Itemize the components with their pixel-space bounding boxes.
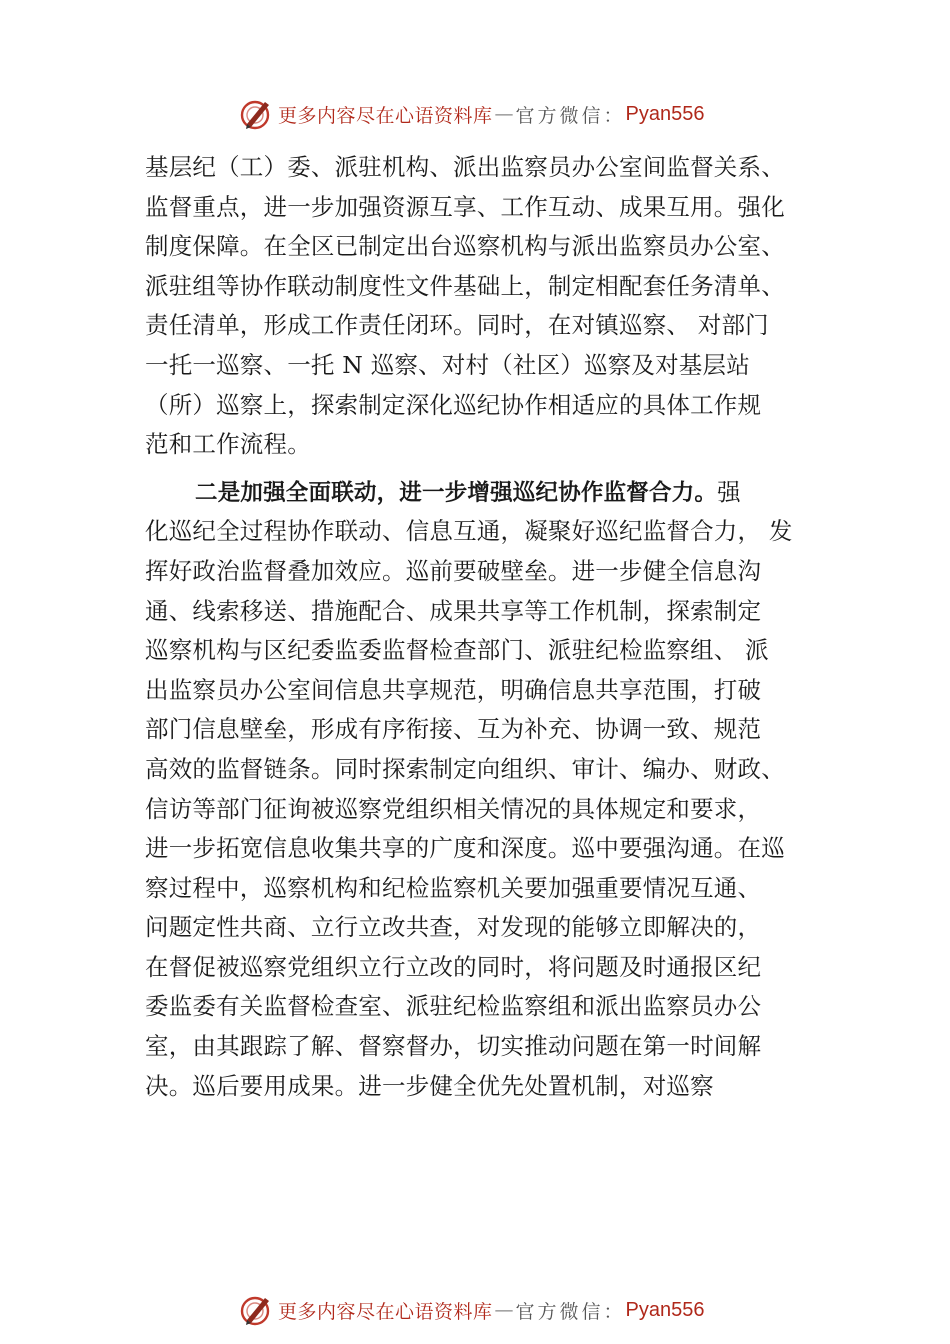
footer-banner [238,1290,738,1330]
text-line: 部门信息壁垒，形成有序衔接、互为补充、协调一致、规范 [145,715,762,744]
pen-logo-icon [238,1292,274,1328]
text-line: 范和工作流程。 [145,430,311,459]
paragraph-2-first-line [145,473,815,513]
banner-label: 官方微信： [515,1300,626,1323]
pen-logo-icon [238,96,274,132]
text-line: 高效的监督链条。同时探索制定向组织、审计、编办、财政、 [145,754,785,783]
banner-text: 更多内容尽在心语资料库 [278,1300,493,1323]
text-line: 委监委有关监督检查室、派驻纪检监察组和派出监察员办公 [145,992,762,1021]
text-line: 出监察员办公室间信息共享规范，明确信息共享范围，打破 [145,675,762,704]
text-line: 巡察机构与区纪委监委监督检查部门、派驻纪检监察组、 派 [145,636,769,665]
text-line: 室，由其跟踪了解、督察督办，切实推动问题在第一时间解 [145,1032,762,1061]
banner-wechat-id: Pyan556 [625,102,705,125]
text-line: （所）巡察上，探索制定深化巡纪协作相适应的具体工作规 [145,390,762,419]
paragraph-heading: 二是加强全面联动，进一步增强巡纪协作监督合力。 [195,479,718,506]
paragraph-2 [145,473,815,1107]
banner-wechat-id: Pyan556 [625,1298,705,1321]
text-line: 化巡纪全过程协作联动、信息互通，凝聚好巡纪监督合力， 发 [145,517,793,546]
text-line: 问题定性共商、立行立改共查，对发现的能够立即解决的， [145,913,762,942]
document-body [145,148,815,1106]
text-line: 监督重点，进一步加强资源互享、工作互动、成果互用。强化 [145,192,785,221]
text-line: 挥好政治监督叠加效应。巡前要破壁垒。进一步健全信息沟 [145,556,762,585]
banner-text: 更多内容尽在心语资料库 [278,104,493,127]
text-line: 一托一巡察、一托 N 巡察、对村（社区）巡察及对基层站 [145,350,750,379]
text-line: 基层纪（工）委、派驻机构、派出监察员办公室间监督关系、 [145,153,785,181]
text-line: 派驻组等协作联动制度性文件基础上，制定相配套任务清单、 [145,271,785,300]
heading-continuation: 强 [717,477,741,506]
text-line: 在督促被巡察党组织立行立改的同时，将问题及时通报区纪 [145,952,762,981]
text-line: 制度保障。在全区已制定出台巡察机构与派出监察员办公室、 [145,232,785,261]
text-line: 责任清单，形成工作责任闭环。同时，在对镇巡察、 对部门 [145,311,769,340]
banner-label: 官方微信： [515,104,626,127]
text-line: 察过程中，巡察机构和纪检监察机关要加强重要情况互通、 [145,873,762,902]
text-line: 决。巡后要用成果。进一步健全优先处置机制，对巡察 [145,1071,714,1100]
text-line: 通、线索移送、措施配合、成果共享等工作机制，探索制定 [145,596,762,625]
header-banner [238,94,738,134]
banner-separator: — [494,103,514,125]
text-line: 信访等部门征询被巡察党组织相关情况的具体规定和要求， [145,794,762,823]
paragraph-1 [145,148,815,465]
text-line: 进一步拓宽信息收集共享的广度和深度。巡中要强沟通。在巡 [145,834,785,863]
banner-separator: — [494,1299,514,1321]
